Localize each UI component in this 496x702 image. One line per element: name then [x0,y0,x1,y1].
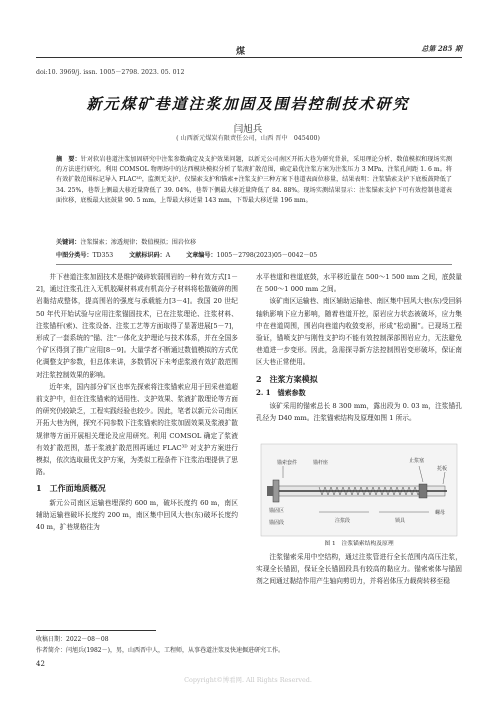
footnote [36,634,456,656]
clc-number: 中图分类号：TD353 [56,252,114,259]
received-date: 收稿日期：2022－08－08 [36,636,109,643]
label-grout-hole: 锚固区 [269,508,285,514]
left-column [36,271,238,533]
doi[interactable]: doi:10. 3969/j. issn. 1005－2798. 2023. 05. 012 [36,69,185,76]
label-anchor-cable: 锚索套件 [277,460,298,466]
abstract-separator [56,264,452,265]
header-rule [36,57,462,58]
keywords-label: 关键词： [56,239,81,246]
right-column [256,271,462,424]
label-grout-segment: 注浆段 [335,518,351,524]
label-grout-area: 锚固段 [269,520,285,526]
label-coupler: 锚杆座 [313,460,329,466]
continued-paragraph: 水平巷道和巷道底鼓，水平移近量在 500～1 500 mm 之间，底鼓量在 500～1 000 mm 之间。 [256,273,462,294]
geology-paragraph: 该矿南区运输巷、南区辅助运输巷、南区集中回风大巷(东)受回斜轴轨影响下应力影响，随着巷道开挖，原岩应力状态被破坏，应力集中在巷道周围，围岩向巷道内收敛变形，形成“松动圈”。已现场工程验证，锚喷支护与刚性支护均不能有效控制深部围岩应力，无法避免巷道进一步变形。因此，急需探寻新方法控制围岩变形破坏，保证南区大巷正常使用。 [256,297,462,367]
sealer-plug [419,484,427,498]
journal-logo: 煤 [236,47,246,57]
section-1-paragraph: 新元公司南区运输巷埋深约 600 m，破坏长度约 60 m，南区辅助运输巷破坏长度约 200 m，南区集中回风大巷(东)破坏长度约 40 m，扩巷规格往为 [36,498,238,532]
document-code: 文献标识码：A [129,252,171,259]
section-1-heading: 1 工作面地质概况 [36,483,106,494]
figure-1-caption: 图 1 注浆锚索结构及原理 [324,541,394,547]
keywords-text: 注浆锚索；渗透规律；数值模拟；围岩位移 [80,239,197,246]
label-tray: 托板 [437,466,448,472]
section-2-heading: 2 注浆方案模拟 [256,373,318,384]
label-nut: 螺母 [435,510,446,516]
page-number: 42 [36,660,45,668]
keywords [56,238,452,248]
tray-plate [273,480,279,502]
intro-paragraph-2: 近年来，国内部分矿区也率先探索将注浆锚索应用于回采巷道超前支护中，但在注浆锚索的适用性、支护效果、浆液扩散理论等方面的研究仍较缺乏，工程实践经验也较少。因此，笔者以新元公司南区开拓大巷为例，探究不同参数下注浆锚索的注浆加固效果及浆液扩散规律等方面开展相关理论及应用研究。利用 COMSOL 确定了浆液有效扩散范围，基于浆液扩散范围再通过 FLAC³ᴰ 对支护方案进行模拟，依次选取最优支护方案，为类似工程条件下注浆治理提供了思路。 [36,382,238,477]
label-lock: 锁具 [395,518,406,524]
issue-label: 总第 285 期 [421,44,462,53]
right-column-continued [256,551,462,588]
classification-row [56,250,452,259]
lock-nut [267,486,273,496]
abstract [56,155,452,206]
label-sealer: 止浆塞 [409,458,425,464]
affiliation: ( 山西新元煤炭有限责任公司，山西 晋中 045400) [176,135,320,142]
figure-1-grout-cable [259,442,459,538]
article-number: 文章编号：1005－2798(2023)05－0042－05 [186,252,318,259]
author-bio: 作者简介：闫旭兵(1982－)，男，山西晋中人，工程师，从事巷道注浆及快速掘进研究工作。 [36,647,284,654]
author-name: 闫旭兵 [233,124,263,135]
cable-params-paragraph: 该矿采用的锚索总长 8 300 mm，露出段为 0. 03 m，注浆锚孔孔径为 D40 mm。注浆锚索结构及原理如图 1 所示。 [256,402,462,423]
footnote-rule [36,630,156,631]
grout-mechanism-paragraph: 注浆锚索采用中空结构，通过注浆管进行全长范围内高压注浆，实现全长锚固，保证全长锚固段具有较高的黏应力。锚索索体与锚固剂之间通过黏结作用产生轴向剪切力，并将岩体压力载荷转移至稳 [256,553,462,586]
abstract-text: 针对软岩巷道注浆加固研究中注浆参数确定及支护效果问题，以新元公司南区开拓大巷为研究背景，采用理论分析、数值模拟和现场实测的方法进行研究。利用 COMSOL 物理场中的达西模块模拟分析了浆液扩散范围，确定最优注浆方案为注浆压力 3 MPa、注浆孔间距 1. 6 m。将有效扩散范围标记导入 FLAC³ᴰ，监测无支护、仅锚索支护和锚索+注浆支护三种方案下巷道表面位移量，结果表明：注浆锚索支护下底板鼓降低了 34. 25%，巷帮上侧最大移近量降低了 39. 04%，巷帮下侧最大移近量降低了 84. 88%。现场实测结果显示：注浆锚索支护下可有效控制巷道表面位移，底板最大底鼓量 90. 5 mm，上帮最大移近量 143 mm，下帮最大移近量 196 mm。 [56,156,453,204]
intro-paragraph-1: 井下巷道注浆加固技术是维护破碎软弱围岩的一种有效方式[1－2]，通过注浆孔注入无机胶凝材料或有机高分子材料将松散破碎的围岩黏结成整体，提高围岩的强度与承载能力[3－4]。我国 20 世纪 50 年代开始试验与应用注浆锚固技术，已在注浆理论、注浆材料、注浆锚杆(索)、注浆设备、注浆工艺等方面取得了显著进展[5－7]，形成了一套系统的“锚、注”一体化支护理论与技术体系，并在全国多个矿区得到了推广应用[8－9]。大量学者不断通过数值模拟的方式优化调整支护参数，但总体来讲，多数情况下未考虑浆液有效扩散范围对注浆控制效果的影响。 [36,273,238,379]
subsection-2-1-heading: 2. 1 锚索参数 [256,387,306,397]
copyright-watermark: Copyright©博看网. All Rights Reserved. [184,676,312,684]
paper-title: 新元煤矿巷道注浆加固及围岩控制技术研究 [86,95,410,113]
abstract-label: 摘 要： [56,156,81,163]
